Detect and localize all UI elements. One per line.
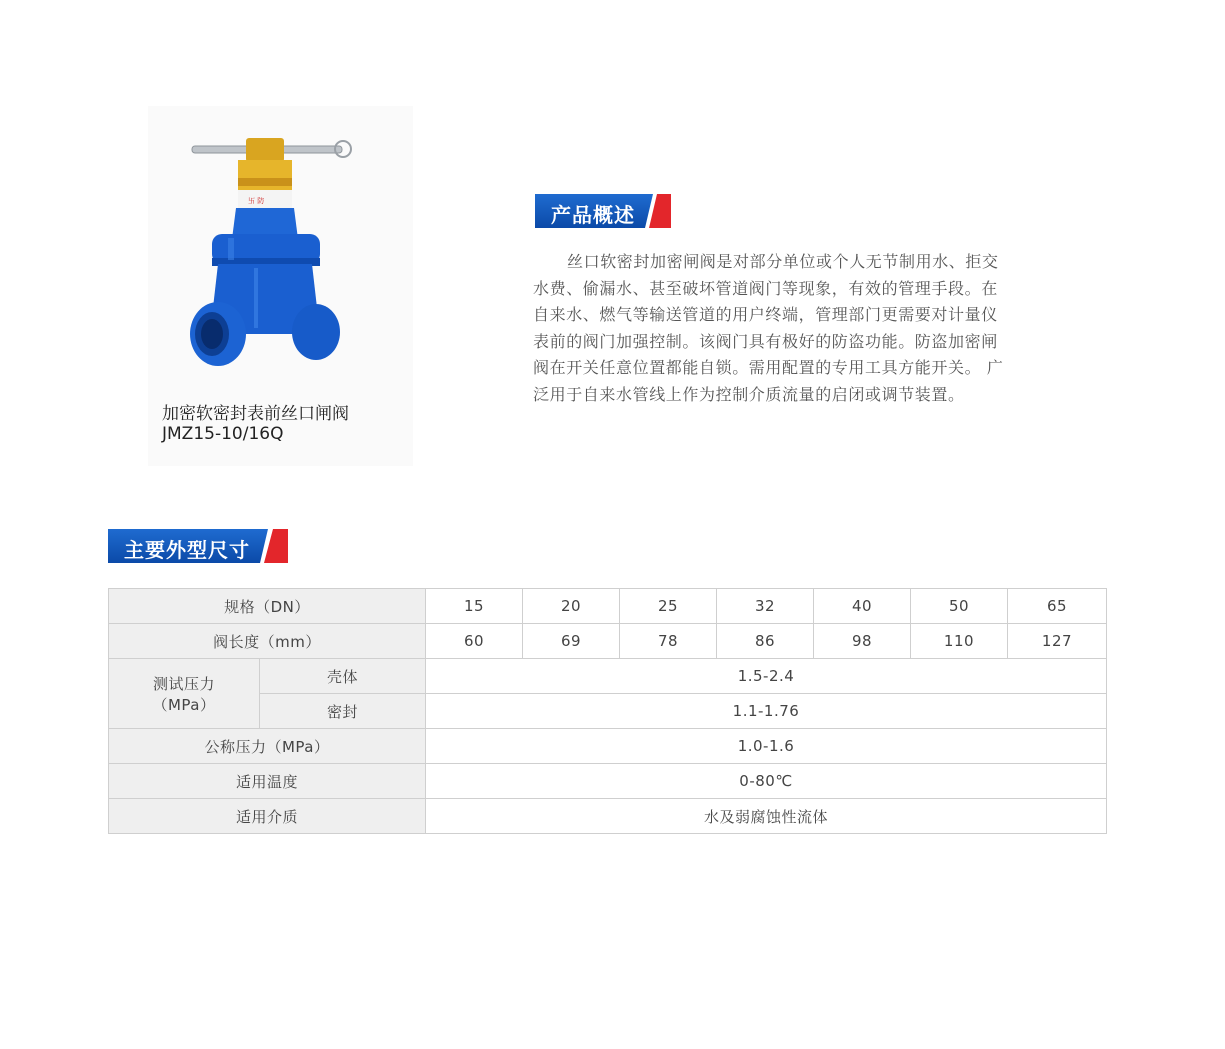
table-row-medium [109,799,1107,834]
test-pressure-label-cell [109,659,260,729]
shell-label-cell: 壳体 [260,659,426,694]
dn-cell: 50 [911,589,1008,624]
gate-valve-image [188,134,358,369]
test-pressure-unit: （MPa） [152,695,216,714]
shell-value-cell: 1.5-2.4 [426,659,1107,694]
seal-label-cell: 密封 [260,694,426,729]
temperature-value-cell: 0-80℃ [426,764,1107,799]
svg-text:卐 防: 卐 防 [248,197,265,205]
nominal-pressure-value-cell: 1.0-1.6 [426,729,1107,764]
dimensions-heading-label: 主要外型尺寸 [124,538,250,562]
test-pressure-label: 测试压力 [152,674,215,693]
dn-cell: 25 [620,589,717,624]
length-cell: 127 [1008,624,1107,659]
spec-table [108,588,1107,834]
product-image-panel [148,106,413,466]
table-row-length [109,624,1107,659]
overview-heading-label: 产品概述 [551,203,635,227]
product-name: 加密软密封表前丝口闸阀 [162,404,349,424]
medium-value-cell: 水及弱腐蚀性流体 [426,799,1107,834]
product-model: JMZ15-10/16Q [162,424,284,444]
nominal-pressure-label-cell: 公称压力（MPa） [109,729,426,764]
dn-cell: 40 [814,589,911,624]
overview-paragraph: 丝口软密封加密闸阀是对部分单位或个人无节制用水、拒交水费、偷漏水、甚至破坏管道阀门等现象，有效的管理手段。在自来水、燃气等输送管道的用户终端，管理部门更需要对计量仪表前的阀门加强控制。该阀门具有极好的防盗功能。防盗加密闸阀在开关任意位置都能自锁。需用配置的专用工具方能开关。 广泛用于自来水管线上作为控制介质流量的启闭或调节装置。 [533,252,1004,404]
temperature-label-cell: 适用温度 [109,764,426,799]
dn-label-cell: 规格（DN） [109,589,426,624]
table-row-temperature [109,764,1107,799]
overview-heading [535,194,671,228]
length-label-cell: 阀长度（mm） [109,624,426,659]
length-cell: 110 [911,624,1008,659]
table-row-test-shell [109,659,1107,694]
medium-label-cell: 适用介质 [109,799,426,834]
dimensions-heading [108,529,288,563]
dn-cell: 20 [523,589,620,624]
seal-value-cell: 1.1-1.76 [426,694,1107,729]
length-cell: 78 [620,624,717,659]
length-cell: 60 [426,624,523,659]
table-row-dn [109,589,1107,624]
heading-accent-stripe [260,529,288,563]
dn-cell: 32 [717,589,814,624]
dn-cell: 15 [426,589,523,624]
table-row-nominal-pressure [109,729,1107,764]
length-cell: 98 [814,624,911,659]
length-cell: 86 [717,624,814,659]
length-cell: 69 [523,624,620,659]
heading-accent-stripe [645,194,671,228]
dn-cell: 65 [1008,589,1107,624]
